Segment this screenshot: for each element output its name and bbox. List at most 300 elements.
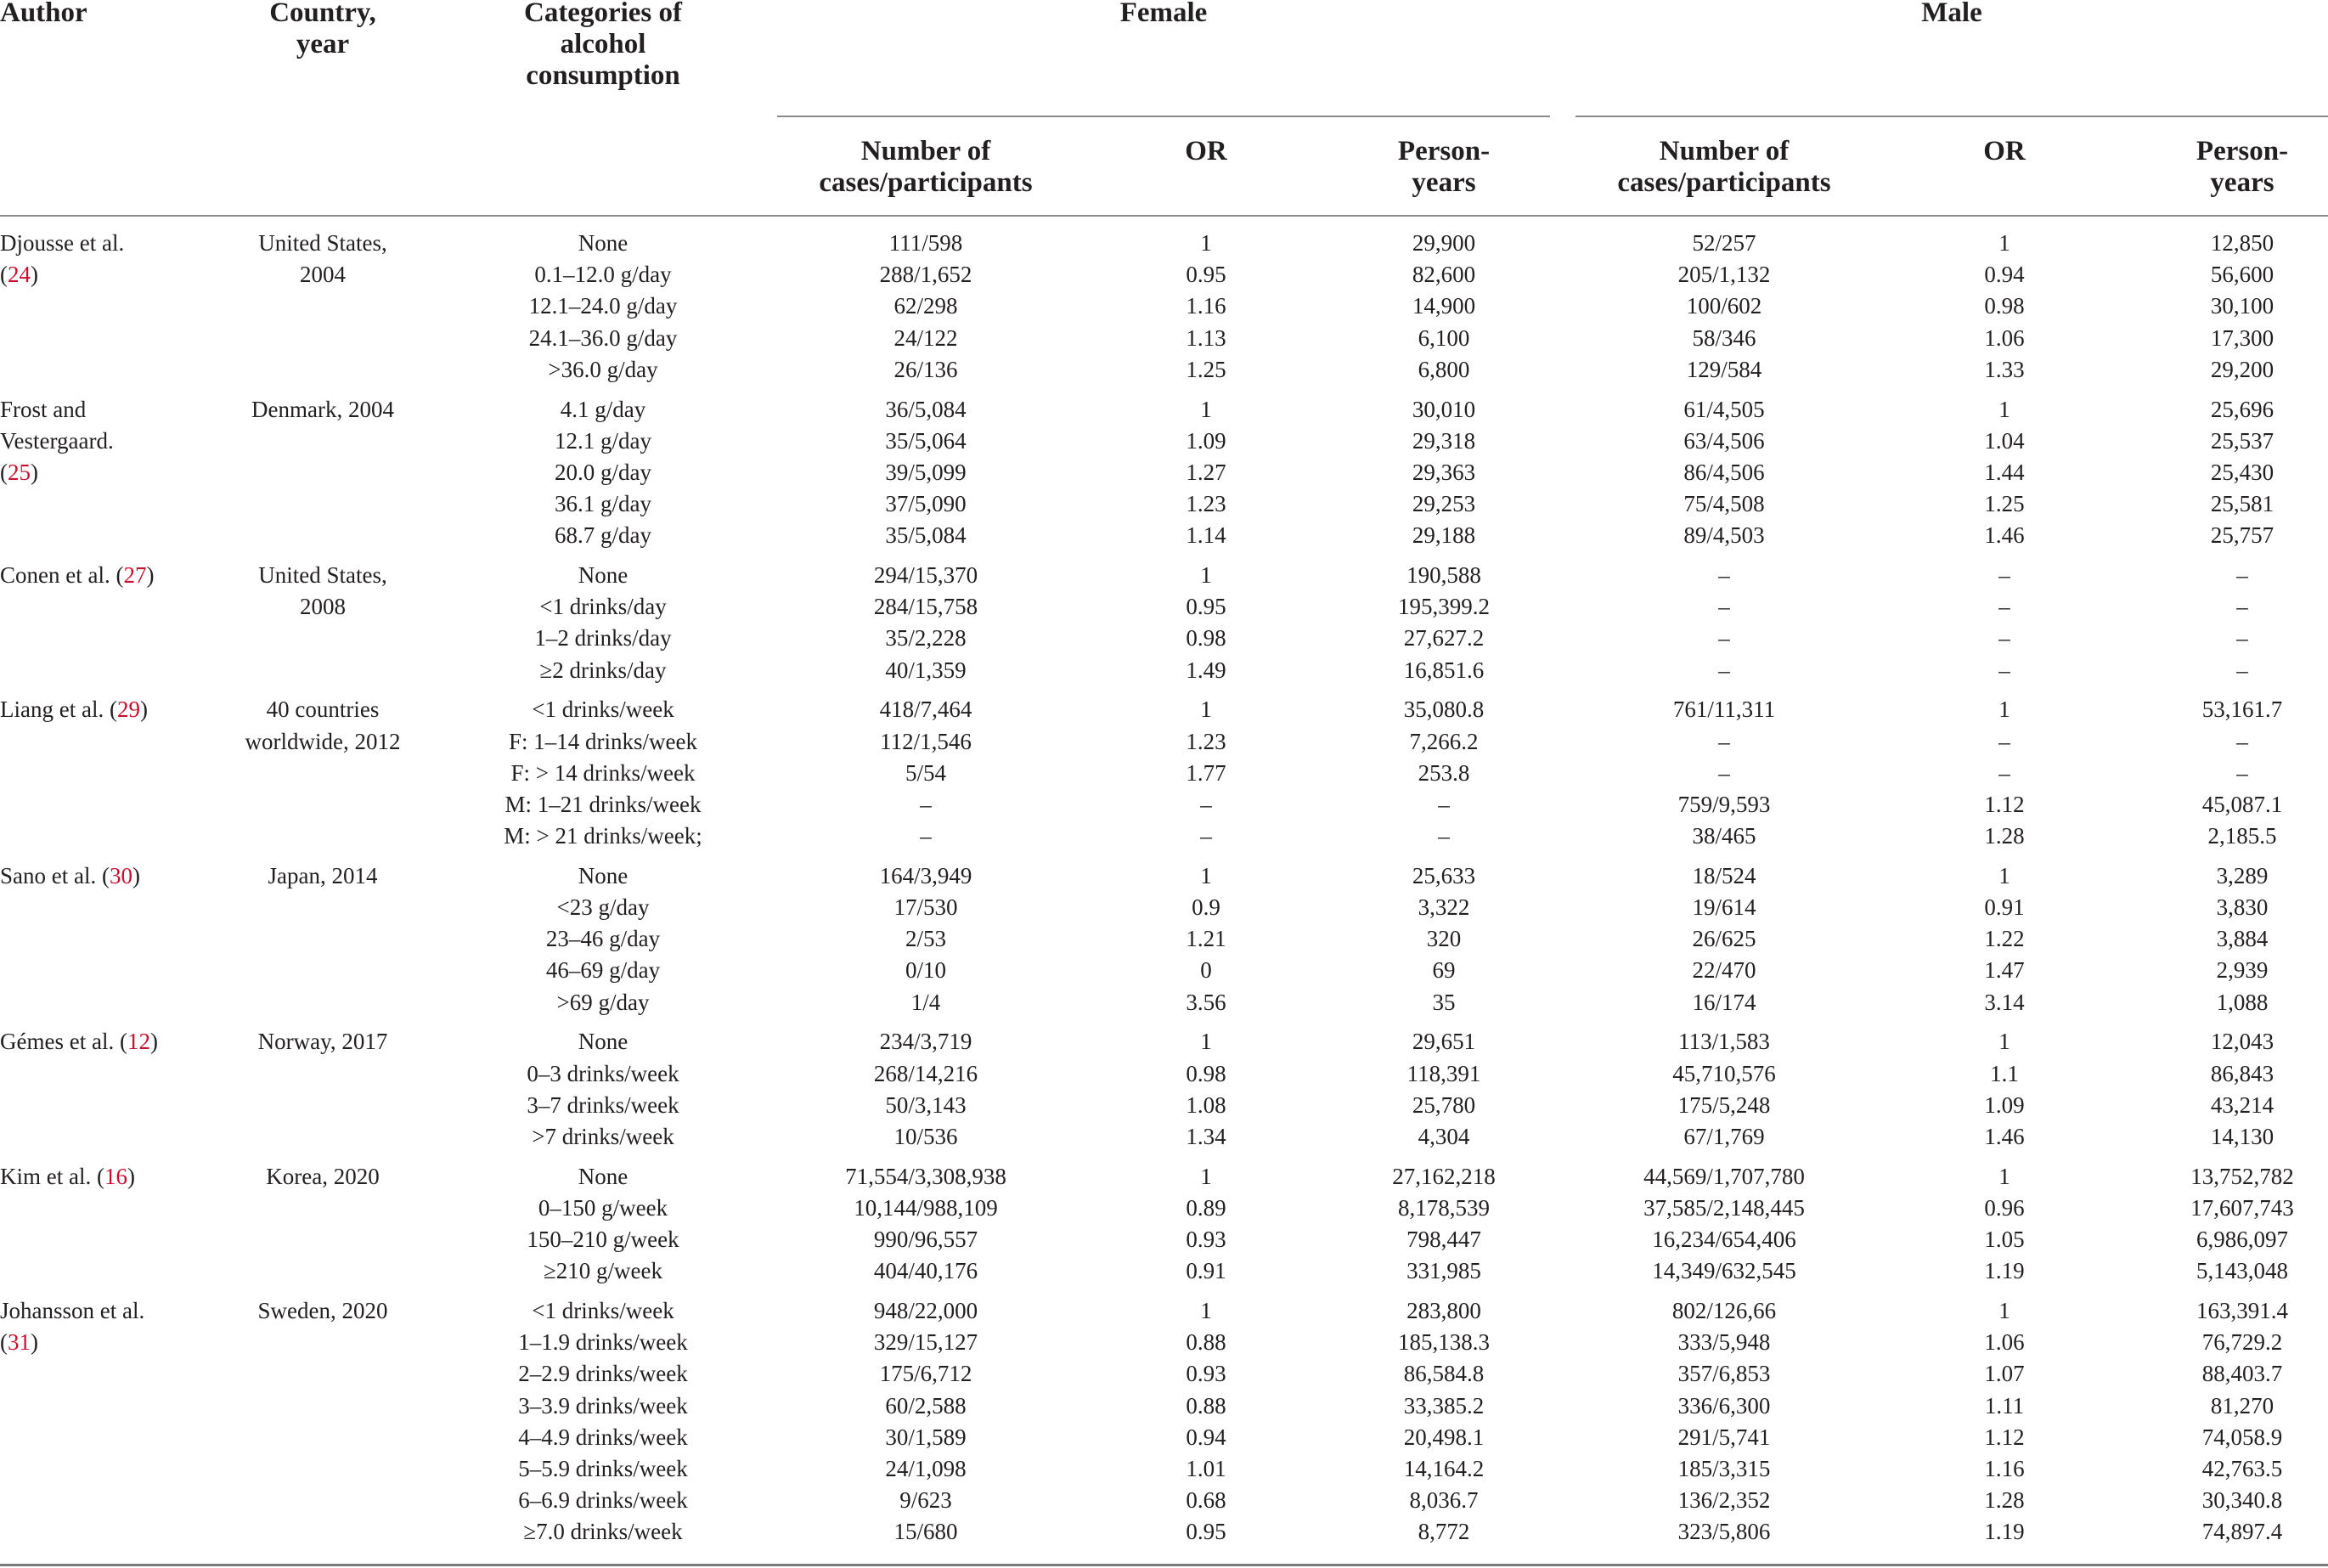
cell-male-person-years: 30,100 <box>2210 293 2274 319</box>
cell-female-person-years: 6,100 <box>1418 324 1470 351</box>
cell-male-person-years: 12,043 <box>2210 1029 2274 1055</box>
cell-male-person-years: – <box>2236 728 2248 754</box>
cell-female-person-years: 118,391 <box>1406 1060 1481 1086</box>
header-female-or: OR <box>1185 136 1227 166</box>
cell-male-cases: 136/2,352 <box>1677 1487 1771 1514</box>
cell-female-cases: 10/536 <box>893 1123 958 1149</box>
cell-male-person-years: 86,843 <box>2210 1060 2274 1086</box>
female-group-rule <box>777 116 1550 117</box>
cell-female-cases: 284/15,758 <box>873 594 978 620</box>
cell-female-cases: 35/5,064 <box>885 427 967 454</box>
cell-male-or: 1.22 <box>1984 926 2025 952</box>
cell-male-person-years: – <box>2236 594 2248 620</box>
cell-category: 3–7 drinks/week <box>527 1091 679 1118</box>
cell-female-person-years: – <box>1438 791 1450 817</box>
cell-female-or: 0.88 <box>1186 1392 1226 1419</box>
author-text: ) <box>31 1329 38 1356</box>
cell-female-cases: – <box>920 791 932 817</box>
cell-female-cases: 948/22,000 <box>873 1297 978 1323</box>
cell-category: 36.1 g/day <box>555 491 651 517</box>
reference-link[interactable]: 27 <box>123 562 147 588</box>
cell-category: 150–210 g/week <box>527 1227 679 1252</box>
cell-category: 20.0 g/day <box>555 459 651 485</box>
cell-female-or: 0.98 <box>1186 1060 1226 1086</box>
author-text: Gémes et al. ( <box>0 1029 127 1055</box>
cell-female-person-years: 3,322 <box>1418 894 1470 920</box>
cell-male-cases: 58/346 <box>1692 324 1756 351</box>
author-text: Kim et al. ( <box>0 1163 104 1189</box>
author-line <box>0 860 140 892</box>
cell-male-or: 1.11 <box>1984 1392 2025 1419</box>
author-text: ) <box>149 1029 158 1055</box>
cell-category: None <box>578 230 629 256</box>
author-text: ) <box>132 862 140 888</box>
cell-male-or: 1.28 <box>1984 1487 2025 1514</box>
cell-male-cases: 175/5,248 <box>1677 1091 1771 1118</box>
cell-female-cases: 404/40,176 <box>873 1258 978 1284</box>
cell-male-or: 1.33 <box>1984 356 2025 382</box>
header-female-person-years: Person- years <box>1397 136 1491 198</box>
cell-female-or: 0.88 <box>1186 1329 1226 1356</box>
cell-female-or: 0.95 <box>1186 262 1226 288</box>
cell-female-or: 0.68 <box>1186 1487 1226 1514</box>
cell-female-or: 1 <box>1200 1029 1212 1055</box>
cell-male-person-years: 42,763.5 <box>2201 1455 2283 1481</box>
cell-male-person-years: 25,581 <box>2210 491 2274 517</box>
cell-male-person-years: 3,830 <box>2216 894 2269 920</box>
cell-male-cases: 22/470 <box>1692 957 1756 984</box>
cell-female-person-years: 29,188 <box>1412 522 1476 549</box>
cell-category: 24.1–36.0 g/day <box>528 324 678 351</box>
cell-female-or: 1 <box>1200 862 1212 888</box>
cell-female-person-years: 8,036.7 <box>1409 1487 1479 1514</box>
cell-female-cases: 268/14,216 <box>873 1060 978 1086</box>
country-year: worldwide, 2012 <box>245 728 401 754</box>
header-country-year: Country, year <box>269 0 376 59</box>
cell-female-person-years: 25,780 <box>1412 1091 1476 1118</box>
cell-male-person-years: 29,200 <box>2210 356 2274 382</box>
cell-male-or: 0.96 <box>1984 1194 2025 1221</box>
cell-male-person-years: 30,340.8 <box>2201 1487 2283 1514</box>
cell-male-person-years: 74,058.9 <box>2201 1424 2283 1450</box>
cell-female-person-years: 798,447 <box>1406 1227 1481 1252</box>
cell-female-person-years: 20,498.1 <box>1403 1424 1485 1450</box>
cell-male-person-years: 76,729.2 <box>2201 1329 2283 1356</box>
cell-female-cases: 288/1,652 <box>879 262 972 288</box>
cell-category: 6–6.9 drinks/week <box>518 1487 688 1514</box>
author-line <box>0 457 38 488</box>
cell-female-or: 1.21 <box>1186 926 1226 952</box>
cell-male-cases: 802/126,66 <box>1671 1297 1777 1323</box>
cell-female-or: 1.27 <box>1186 459 1226 485</box>
cell-male-or: 1.25 <box>1984 491 2025 517</box>
header-male: Male <box>1921 0 1982 28</box>
cell-male-cases: – <box>1718 728 1730 754</box>
cell-female-or: 0.89 <box>1186 1194 1226 1221</box>
cell-category: <23 g/day <box>556 894 650 920</box>
cell-category: None <box>578 1163 629 1189</box>
cell-female-cases: 17/530 <box>893 894 958 920</box>
cell-female-cases: 15/680 <box>893 1519 958 1545</box>
cell-male-or: 1 <box>1998 697 2010 723</box>
cell-male-or: – <box>1998 728 2010 754</box>
cell-female-or: 1.08 <box>1186 1091 1226 1118</box>
cell-female-person-years: 331,985 <box>1406 1258 1481 1284</box>
cell-category: 0–3 drinks/week <box>527 1060 679 1086</box>
cell-male-or: 1 <box>1998 230 2010 256</box>
cell-female-person-years: 29,900 <box>1412 230 1476 256</box>
cell-male-or: 1.07 <box>1984 1361 2025 1387</box>
author-line <box>0 426 114 457</box>
cell-male-cases: 16,234/654,406 <box>1652 1227 1796 1252</box>
cell-male-person-years: 56,600 <box>2210 262 2274 288</box>
cell-female-cases: 62/298 <box>893 293 958 319</box>
cell-female-cases: 2/53 <box>905 926 946 952</box>
header-categories: Categories of alcohol consumption <box>523 0 682 91</box>
cell-category: 0.1–12.0 g/day <box>534 262 672 288</box>
cell-female-person-years: 29,363 <box>1412 459 1476 485</box>
cell-category: F: > 14 drinks/week <box>510 759 696 786</box>
author-text: Vestergaard. <box>0 427 114 454</box>
cell-female-or: 0.94 <box>1186 1424 1226 1450</box>
cell-male-person-years: 53,161.7 <box>2201 697 2283 723</box>
reference-link[interactable]: 25 <box>8 459 31 485</box>
author-text: ) <box>146 562 155 588</box>
cell-female-person-years: 6,800 <box>1418 356 1470 382</box>
cell-female-cases: 164/3,949 <box>879 862 972 888</box>
cell-male-person-years: – <box>2236 759 2248 786</box>
cell-female-or: 1 <box>1200 697 1212 723</box>
cell-female-or: 1.14 <box>1186 522 1226 549</box>
cell-female-or: 1.13 <box>1186 324 1226 351</box>
cell-female-or: 1 <box>1200 1163 1212 1189</box>
cell-male-person-years: – <box>2236 562 2248 588</box>
cell-male-cases: – <box>1718 625 1730 651</box>
cell-female-person-years: 195,399.2 <box>1398 594 1490 620</box>
cell-female-cases: 24/1,098 <box>885 1455 967 1481</box>
cell-female-person-years: 14,900 <box>1412 293 1476 319</box>
cell-male-person-years: 25,757 <box>2210 522 2274 549</box>
cell-female-person-years: 4,304 <box>1418 1123 1470 1149</box>
cell-female-cases: 990/96,557 <box>873 1227 978 1252</box>
cell-female-cases: 30/1,589 <box>885 1424 967 1450</box>
cell-male-cases: 761/11,311 <box>1672 697 1776 723</box>
author-text: ( <box>0 262 8 288</box>
cell-male-person-years: 163,391.4 <box>2196 1297 2288 1323</box>
cell-female-person-years: 86,584.8 <box>1403 1361 1485 1387</box>
cell-male-cases: 185/3,315 <box>1677 1455 1771 1481</box>
cell-male-cases: – <box>1718 562 1730 588</box>
cell-category: 5–5.9 drinks/week <box>518 1455 688 1481</box>
cell-male-cases: 18/524 <box>1692 862 1756 888</box>
cell-male-cases: 291/5,741 <box>1677 1424 1771 1450</box>
author-text: ( <box>0 459 8 485</box>
author-line <box>0 694 148 725</box>
author-line <box>0 1327 38 1358</box>
cell-male-or: 1 <box>1998 862 2010 888</box>
cell-male-or: 0.98 <box>1984 293 2025 319</box>
cell-male-or: 1.12 <box>1984 1424 2025 1450</box>
cell-category: M: > 21 drinks/week; <box>504 823 702 849</box>
author-text: Sano et al. ( <box>0 862 110 888</box>
country-year: Japan, 2014 <box>268 862 378 888</box>
cell-category: <1 drinks/day <box>539 594 667 620</box>
cell-male-person-years: – <box>2236 657 2248 683</box>
cell-male-or: – <box>1998 562 2010 588</box>
author-line <box>0 228 124 259</box>
cell-male-or: 1.06 <box>1984 1329 2025 1356</box>
cell-female-cases: 9/623 <box>899 1487 952 1514</box>
cell-male-person-years: 3,884 <box>2216 926 2269 952</box>
cell-male-person-years: 43,214 <box>2210 1091 2274 1118</box>
cell-female-person-years: 82,600 <box>1412 262 1476 288</box>
cell-category: M: 1–21 drinks/week <box>504 791 702 817</box>
cell-female-person-years: 185,138.3 <box>1398 1329 1490 1356</box>
cell-male-person-years: 25,430 <box>2210 459 2274 485</box>
cell-male-person-years: 25,537 <box>2210 427 2274 454</box>
cell-male-or: 1.44 <box>1984 459 2025 485</box>
cell-male-cases: 19/614 <box>1692 894 1756 920</box>
reference-link[interactable]: 31 <box>8 1329 31 1356</box>
cell-male-cases: 759/9,593 <box>1677 791 1771 817</box>
cell-male-person-years: 13,752,782 <box>2190 1163 2294 1189</box>
cell-male-cases: 14,349/632,545 <box>1652 1258 1796 1284</box>
cell-category: <1 drinks/week <box>532 697 674 723</box>
cell-female-cases: 60/2,588 <box>885 1392 967 1419</box>
cell-category: ≥7.0 drinks/week <box>523 1519 683 1545</box>
cell-male-person-years: 12,850 <box>2210 230 2274 256</box>
cell-male-or: – <box>1998 759 2010 786</box>
cell-male-or: 1.16 <box>1984 1455 2025 1481</box>
author-line <box>0 1026 158 1058</box>
cell-male-cases: 336/6,300 <box>1677 1392 1771 1419</box>
cell-male-cases: 37,585/2,148,445 <box>1643 1194 1805 1221</box>
cell-male-or: 1.46 <box>1984 522 2025 549</box>
cell-category: 1–1.9 drinks/week <box>518 1329 688 1356</box>
cell-female-person-years: 29,253 <box>1412 491 1476 517</box>
cell-category: None <box>578 1029 629 1055</box>
cell-male-person-years: 45,087.1 <box>2201 791 2283 817</box>
cell-male-cases: 357/6,853 <box>1677 1361 1771 1387</box>
cell-male-cases: 16/174 <box>1692 989 1756 1015</box>
cell-category: >69 g/day <box>556 989 650 1015</box>
reference-link[interactable]: 24 <box>8 262 31 288</box>
cell-female-person-years: 16,851.6 <box>1403 657 1485 683</box>
cell-female-or: 3.56 <box>1186 989 1226 1015</box>
cell-female-or: 1.09 <box>1186 427 1226 454</box>
author-text: ) <box>31 262 38 288</box>
cell-female-cases: 234/3,719 <box>879 1029 972 1055</box>
header-male-cases: Number of cases/participants <box>1617 136 1831 198</box>
cell-female-or: 1 <box>1200 230 1212 256</box>
cell-male-cases: 129/584 <box>1686 356 1762 382</box>
author-text: ( <box>0 1329 8 1356</box>
country-year: Norway, 2017 <box>257 1029 388 1055</box>
country-year: United States, <box>258 562 387 588</box>
cell-female-person-years: 69 <box>1432 957 1456 984</box>
cell-female-or: 0.95 <box>1186 1519 1226 1545</box>
cell-category: 1–2 drinks/day <box>534 625 672 651</box>
author-text: ) <box>127 1163 135 1189</box>
cell-female-cases: – <box>920 823 932 849</box>
cell-female-person-years: 29,318 <box>1412 427 1476 454</box>
cell-male-cases: 67/1,769 <box>1683 1123 1765 1149</box>
cell-male-cases: 205/1,132 <box>1677 262 1771 288</box>
author-line <box>0 1295 144 1327</box>
cell-male-or: 3.14 <box>1984 989 2025 1015</box>
header-female: Female <box>1119 0 1208 28</box>
cell-male-cases: 113/1,583 <box>1678 1029 1770 1055</box>
cell-female-or: 1.34 <box>1186 1123 1226 1149</box>
cell-female-person-years: 283,800 <box>1406 1297 1481 1323</box>
cell-male-or: 1.05 <box>1984 1227 2025 1252</box>
author-text: Johansson et al. <box>0 1297 145 1323</box>
cell-male-or: 1.47 <box>1984 957 2025 984</box>
cell-male-or: 1.1 <box>1990 1060 2019 1086</box>
cell-male-cases: – <box>1718 759 1730 786</box>
cell-category: 4.1 g/day <box>560 396 646 422</box>
cell-category: 23–46 g/day <box>545 926 661 952</box>
author-line <box>0 259 38 290</box>
cell-female-person-years: 190,588 <box>1406 562 1481 588</box>
cell-male-or: – <box>1998 657 2010 683</box>
cell-male-person-years: 5,143,048 <box>2196 1258 2288 1284</box>
cell-male-cases: 75/4,508 <box>1683 491 1765 517</box>
cell-female-cases: 35/2,228 <box>885 625 967 651</box>
cell-female-person-years: 35 <box>1432 989 1456 1015</box>
reference-link[interactable]: 16 <box>104 1163 127 1189</box>
cell-female-or: 1.23 <box>1186 728 1226 754</box>
author-text: Liang et al. ( <box>0 697 117 723</box>
cell-female-cases: 0/10 <box>905 957 946 984</box>
reference-link[interactable]: 29 <box>116 697 140 723</box>
author-text: Djousse et al. <box>0 230 125 256</box>
cell-male-person-years: 17,300 <box>2210 324 2274 351</box>
cell-male-cases: 38/465 <box>1692 823 1756 849</box>
cell-female-person-years: 30,010 <box>1412 396 1476 422</box>
cell-female-or: 1 <box>1200 396 1212 422</box>
cell-category: None <box>578 562 629 588</box>
cell-female-or: 1.23 <box>1186 491 1226 517</box>
cell-male-or: 1 <box>1998 1029 2010 1055</box>
cell-male-person-years: 14,130 <box>2210 1123 2274 1149</box>
cell-female-person-years: 33,385.2 <box>1403 1392 1485 1419</box>
country-year: United States, <box>258 230 387 256</box>
cell-female-or: 1.01 <box>1186 1455 1226 1481</box>
cell-category: ≥210 g/week <box>543 1258 663 1284</box>
cell-female-person-years: 14,164.2 <box>1403 1455 1485 1481</box>
cell-female-person-years: 8,178,539 <box>1398 1194 1490 1221</box>
cell-female-cases: 294/15,370 <box>873 562 978 588</box>
cell-female-cases: 50/3,143 <box>885 1091 967 1118</box>
cell-female-or: 1.49 <box>1186 657 1226 683</box>
header-bottom-rule <box>0 215 2328 217</box>
author-line <box>0 1161 135 1193</box>
cell-female-cases: 39/5,099 <box>885 459 967 485</box>
cell-male-cases: – <box>1718 657 1730 683</box>
cell-male-person-years: 6,986,097 <box>2196 1227 2288 1252</box>
cell-female-or: 0.9 <box>1192 894 1220 920</box>
cell-female-or: 1.77 <box>1186 759 1226 786</box>
country-year: 2008 <box>300 594 346 620</box>
cell-female-or: – <box>1200 791 1212 817</box>
cell-female-person-years: 253.8 <box>1418 759 1470 786</box>
table-bottom-rule <box>0 1564 2328 1566</box>
cell-male-or: 1.46 <box>1984 1123 2025 1149</box>
header-male-person-years: Person- years <box>2196 136 2289 198</box>
cell-male-person-years: 3,289 <box>2216 862 2269 888</box>
cell-female-cases: 418/7,464 <box>879 697 972 723</box>
cell-female-cases: 26/136 <box>893 356 958 382</box>
cell-male-or: 1 <box>1998 1297 2010 1323</box>
cell-female-person-years: 8,772 <box>1418 1519 1470 1545</box>
cell-male-cases: 100/602 <box>1686 293 1762 319</box>
cell-female-cases: 40/1,359 <box>885 657 967 683</box>
reference-link[interactable]: 12 <box>127 1029 150 1055</box>
cell-female-person-years: 27,162,218 <box>1392 1163 1496 1189</box>
cell-female-person-years: 35,080.8 <box>1403 697 1485 723</box>
cell-male-cases: 26/625 <box>1692 926 1756 952</box>
cell-male-cases: 52/257 <box>1692 230 1756 256</box>
cell-male-person-years: 1,088 <box>2216 989 2269 1015</box>
cell-male-cases: 89/4,503 <box>1683 522 1765 549</box>
author-text: Conen et al. ( <box>0 562 124 588</box>
country-year: 40 countries <box>266 697 380 723</box>
cell-category: ≥2 drinks/day <box>539 657 667 683</box>
cell-male-or: 0.94 <box>1984 262 2025 288</box>
header-author: Author <box>0 0 87 28</box>
cell-category: 68.7 g/day <box>555 522 651 549</box>
cell-female-or: 0.98 <box>1186 625 1226 651</box>
cell-male-or: 1.19 <box>1984 1258 2025 1284</box>
cell-female-or: 0.95 <box>1186 594 1226 620</box>
cell-female-or: 1 <box>1200 1297 1212 1323</box>
cell-female-person-years: 25,633 <box>1412 862 1476 888</box>
cell-female-cases: 36/5,084 <box>885 396 967 422</box>
cell-male-person-years: – <box>2236 625 2248 651</box>
cell-male-or: 1.28 <box>1984 823 2025 849</box>
cell-male-cases: 86/4,506 <box>1683 459 1765 485</box>
cell-female-person-years: 320 <box>1426 926 1462 952</box>
cell-female-cases: 111/598 <box>888 230 963 256</box>
cell-category: <1 drinks/week <box>532 1297 674 1323</box>
cell-male-cases: 61/4,505 <box>1683 396 1765 422</box>
cell-category: 3–3.9 drinks/week <box>518 1392 688 1419</box>
cell-female-cases: 329/15,127 <box>873 1329 978 1356</box>
author-line <box>0 560 154 591</box>
cell-category: 46–69 g/day <box>545 957 661 984</box>
author-text: ) <box>31 459 38 485</box>
country-year: 2004 <box>300 262 346 288</box>
male-group-rule <box>1575 116 2328 117</box>
cell-female-or: 1.16 <box>1186 293 1226 319</box>
author-line <box>0 394 86 426</box>
cell-male-cases: – <box>1718 594 1730 620</box>
cell-male-cases: 44,569/1,707,780 <box>1643 1163 1805 1189</box>
cell-female-or: 1 <box>1200 562 1212 588</box>
cell-male-or: 1 <box>1998 1163 2010 1189</box>
reference-link[interactable]: 30 <box>109 862 132 888</box>
cell-category: 0–150 g/week <box>538 1194 668 1221</box>
cell-female-person-years: 7,266.2 <box>1409 728 1479 754</box>
cell-male-or: 1 <box>1998 396 2010 422</box>
cell-male-cases: 323/5,806 <box>1677 1519 1771 1545</box>
cell-male-or: 1.04 <box>1984 427 2025 454</box>
cell-male-or: 0.91 <box>1984 894 2025 920</box>
cell-female-or: 0.93 <box>1186 1361 1226 1387</box>
cell-male-person-years: 88,403.7 <box>2201 1361 2283 1387</box>
cell-male-person-years: 81,270 <box>2210 1392 2274 1419</box>
